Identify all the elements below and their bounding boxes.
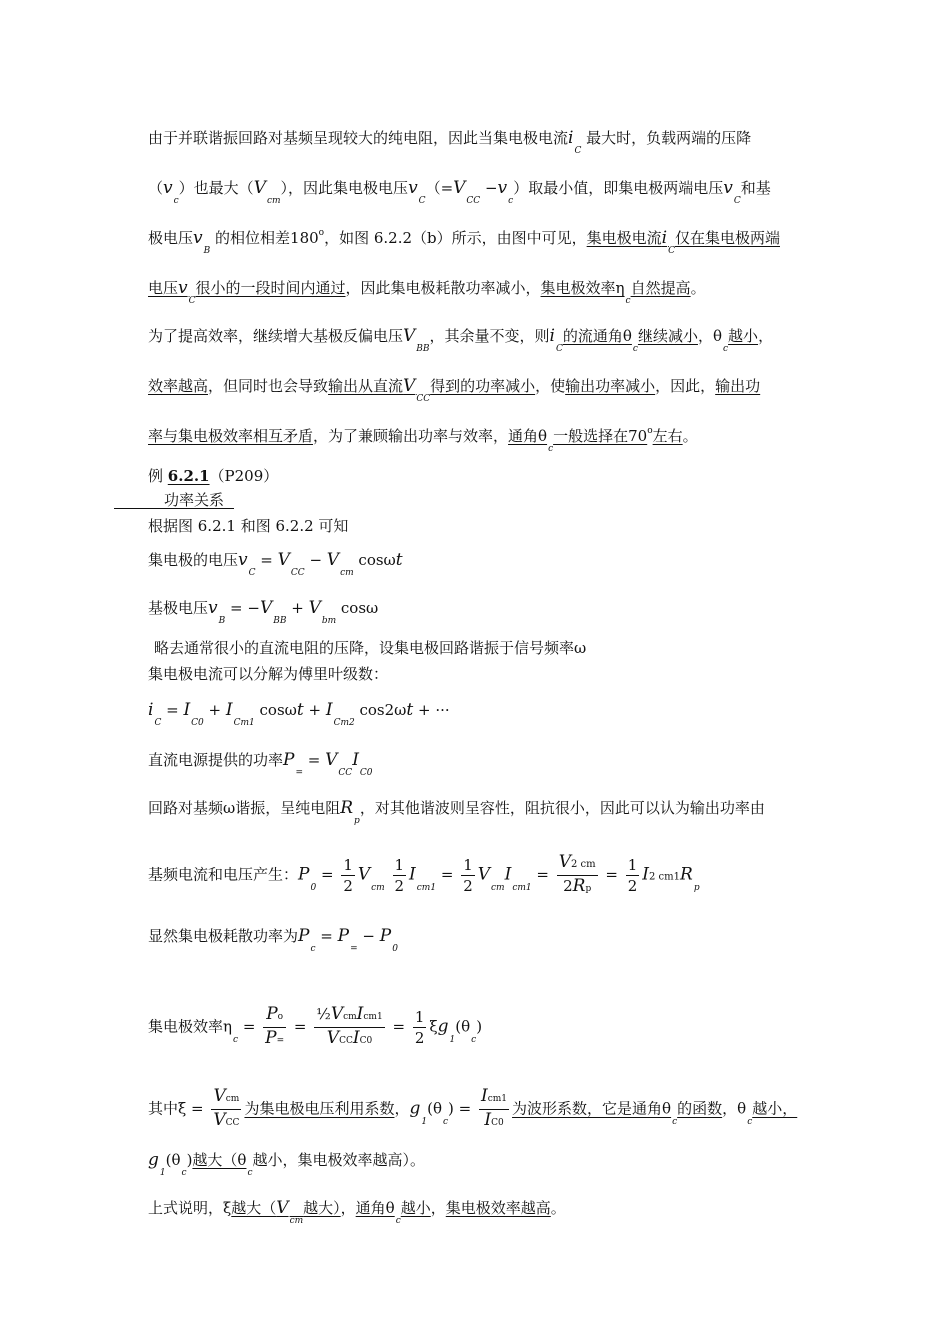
coefficient-definitions: 其中ξ = $\frac{\text{Vcm}}{\text{VCC}}$ 为集电极电压利用系数，$g_1(\theta_c)$ = $\frac{\text{Icm1}}{IC0}$ 为波形系数，它是通角$\theta_c$的函数，$\theta_c$越小， bbox=[148, 1086, 798, 1130]
paragraph-2-line-1: 为了提高效率，继续增大基极反偏电压$V_{BB}$，其余量不变，则$i_C$的流通角$\theta_c$继续减小，$\theta_c$越小， bbox=[148, 326, 774, 354]
section-title: 功率关系 bbox=[164, 491, 225, 509]
section-rule bbox=[114, 508, 234, 509]
paragraph-1-line-2: $(v_c)$也最大$(V_{cm})$，因此集电极电压$v_C(=V_{CC} -v_c)$取最小值，即集电极两端电压$v_C$和基 bbox=[148, 178, 771, 206]
g1-line: $g_1(\theta_c)$越大（$\theta_c$越小，集电极效率越高）。 bbox=[148, 1150, 426, 1178]
base-voltage-eq: 基极电压$v_B = -V_{BB} + V_{bm}$ cosω bbox=[148, 598, 379, 626]
loop-line: 回路对基频ω谐振，呈纯电阻$R_p$，对其他谐波则呈容性，阻抗很小，因此可以认为输出功率由 bbox=[148, 798, 765, 826]
efficiency-eq: 集电极效率$\eta_c$ = $\frac{Po}{P=}$ = $\frac{\text{½VcmIcm1}}{\text{VCCIC0}}$ = $\frac{1}{2}$ $\xi g_1(\theta_c)$ bbox=[148, 1004, 483, 1048]
paragraph-2-line-2: 效率越高，但同时也会导致输出从直流$V_{CC}$得到的功率减小，使输出功率减小，因此，输出功 bbox=[148, 376, 761, 404]
collector-voltage-eq: 集电极的电压$v_C = V_{CC} - V_{cm}$ cosωt bbox=[148, 550, 403, 578]
according-line: 根据图 6.2.1 和图 6.2.2 可知 bbox=[148, 517, 349, 535]
dissipation-eq: 显然集电极耗散功率为$P_c = P_= - P_0$ bbox=[148, 926, 398, 954]
paragraph-1-line-1: 由于并联谐振回路对基频呈现较大的纯电阻，因此当集电极电流$i_C$ 最大时，负载两端的压降 bbox=[148, 128, 752, 156]
fourier-line: 集电极电流可以分解为傅里叶级数： bbox=[148, 665, 389, 683]
paragraph-2-line-3: 率与集电极效率相互矛盾，为了兼顾输出功率与效率，通角$\theta_c$一般选择在70$^o$左右。 bbox=[148, 426, 698, 454]
dc-power-eq: 直流电源提供的功率$P_= = V_{CC}I_{C0}$ bbox=[148, 750, 373, 778]
paragraph-1-line-3: 极电压$v_B$ 的相位相差180$^o$，如图 6.2.2（b）所示，由图中可见，集电极电流$i_C$仅在集电极两端 bbox=[148, 228, 780, 256]
example-heading: 例 6.2.1（P209） bbox=[148, 467, 279, 485]
output-power-eq: 基频电流和电压产生：$P_0$ = $\frac{1}{2}$ $V_{cm}$ $\frac{1}{2}$ $I_{cm1}$ = $\frac{1}{2}$ $V_{cm}I_{cm1}$ = $\frac{V2 cm}{2Rp}$ = $\frac{1}{2}$ I2 $cm1R_p$ bbox=[148, 852, 700, 896]
ignore-line: 略去通常很小的直流电阻的压降，设集电极回路谐振于信号频率ω bbox=[154, 639, 587, 657]
paragraph-1-line-4: 电压$v_C$很小的一段时间内通过，因此集电极耗散功率减小，集电极效率$\eta_c$自然提高。 bbox=[148, 278, 706, 306]
conclusion-line: 上式说明，ξ越大（$V_{cm}$越大），通角$\theta_c$越小，集电极效率越高。 bbox=[148, 1198, 566, 1226]
fourier-eq: $i_C = I_{C0} + I_{Cm1}$ $\cos\omega t + I_{Cm2}$ cos2ωt + ··· bbox=[148, 700, 450, 728]
